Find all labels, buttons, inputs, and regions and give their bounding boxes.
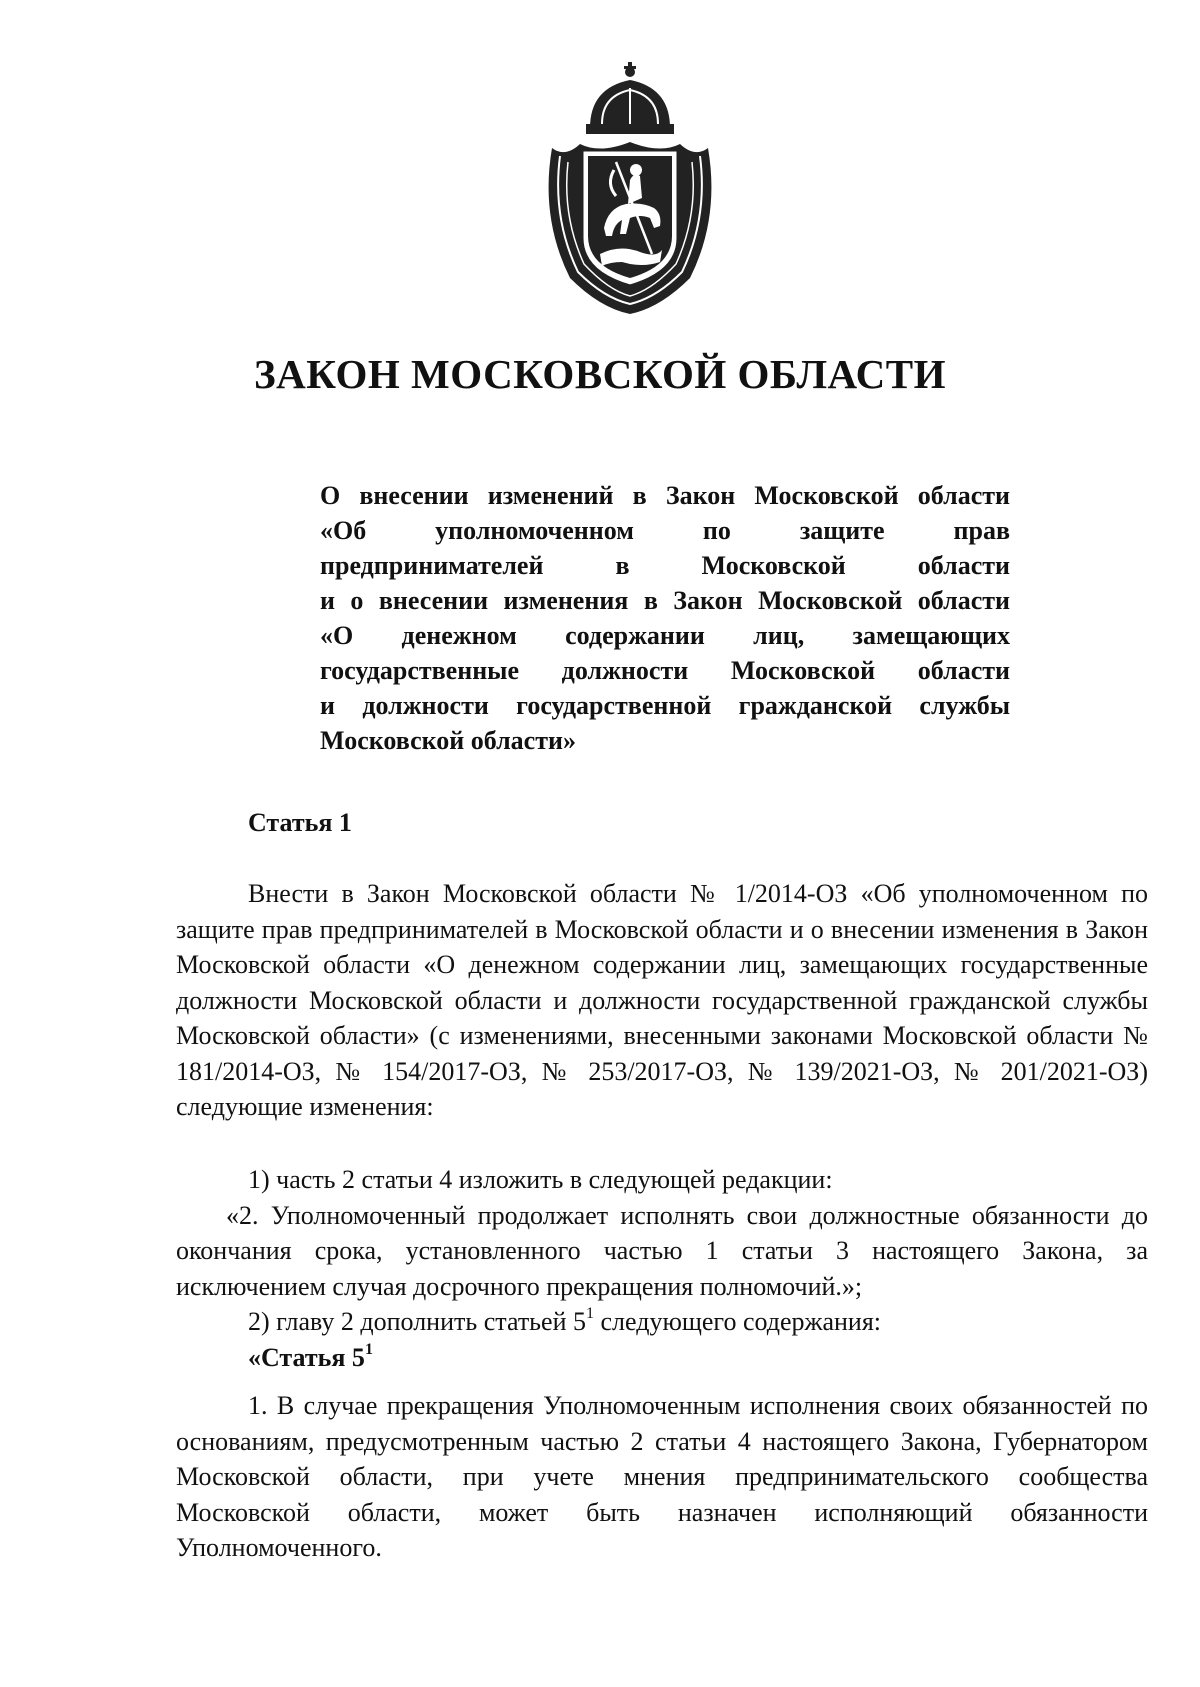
amendment-quote: «2. Уполномоченный продолжает исполнять свои должностные обязанности до окончания срока, установленного частью 1 статьи 3 настоящего Закона, за исключением случая досрочного прекращения полномочий.»; [176, 1200, 1148, 1301]
law-heading [320, 478, 1010, 758]
heading-line: и о внесении изменения в Закон Московской области [320, 586, 1010, 615]
heading-line: О внесении изменений в Закон Московской области [320, 481, 1010, 510]
heading-line: «Об уполномоченном по защите прав [320, 516, 1010, 545]
article-title: Статья 1 [248, 808, 352, 837]
article-paragraph: Внести в Закон Московской области № 1/2014-ОЗ «Об уполномоченном по защите прав предпринимателей в Московской области и о внесении изменения в Закон Московской области «О денежном содержании лиц, замещающих государственные должности Московской области и должности государственной гражданской службы Московской области» (с изменениями, внесенными законами Московской области № 181/2014-ОЗ, № 154/2017-ОЗ, № 253/2017-ОЗ, № 139/2021-ОЗ, № 201/2021-ОЗ) следующие изменения: [176, 879, 1148, 1121]
heading-line: Московской области» [320, 726, 576, 755]
superscript: 1 [586, 1305, 594, 1323]
superscript: 1 [364, 1340, 373, 1358]
document-title: ЗАКОН МОСКОВСКОЙ ОБЛАСТИ [254, 351, 946, 397]
amendment-item-2 [176, 1304, 1148, 1340]
amendment-item-2-prefix: 2) главу 2 дополнить статьей 5 [248, 1307, 586, 1336]
new-article-body [176, 1388, 1148, 1566]
heading-line: и должности государственной гражданской службы [320, 691, 1010, 720]
new-article-title-text: «Статья 5 [248, 1342, 365, 1372]
heading-line: «О денежном содержании лиц, замещающих [320, 621, 1010, 650]
amendment-item-2-suffix: следующего содержания: [594, 1307, 882, 1336]
heading-line: предпринимателей в Московской области [320, 551, 1010, 580]
heading-line: государственные должности Московской области [320, 656, 1010, 685]
new-article-paragraph: 1. В случае прекращения Уполномоченным исполнения своих обязанностей по основаниям, предусмотренным частью 2 статьи 4 настоящего Закона, Губернатором Московской области, при учете мнения предпринимательского сообщества Московской области, может быть назначен исполняющий обязанности Уполномоченного. [176, 1391, 1148, 1562]
article-body [176, 876, 1148, 1125]
amendments-list [176, 1162, 1148, 1375]
amendment-item-1: 1) часть 2 статьи 4 изложить в следующей редакции: [248, 1165, 833, 1194]
new-article-title [176, 1340, 1148, 1376]
coat-of-arms-icon [530, 58, 730, 318]
